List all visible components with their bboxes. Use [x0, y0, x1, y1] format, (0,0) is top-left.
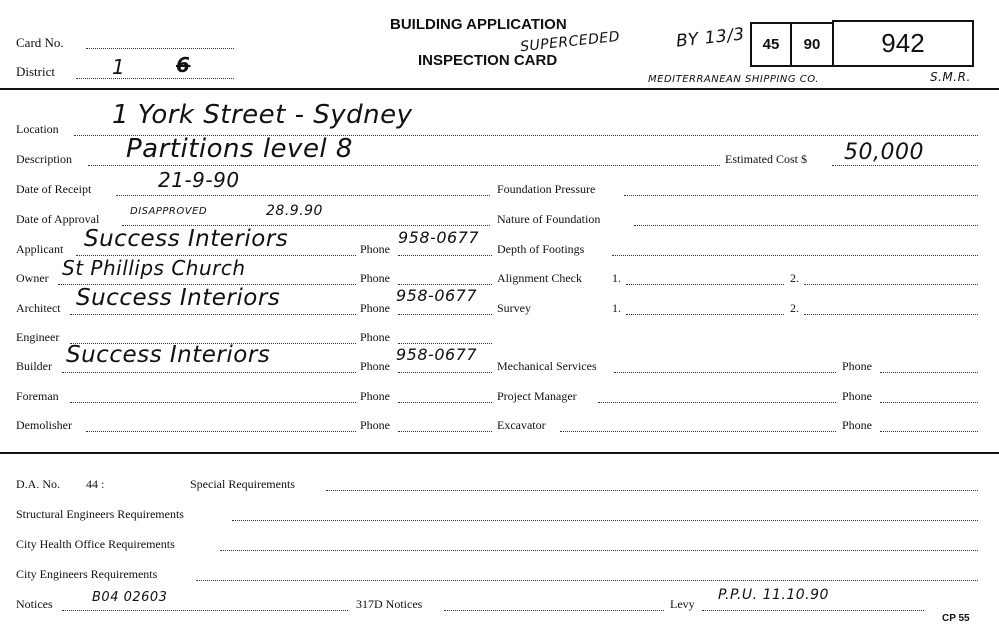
- estimated-cost-field[interactable]: [832, 165, 978, 166]
- architect-phone-value: 958-0677: [396, 286, 478, 305]
- demolisher-phone-field[interactable]: [398, 431, 492, 432]
- description-field[interactable]: [88, 165, 720, 166]
- footer-rule: [0, 452, 999, 454]
- applicant-phone-field[interactable]: [398, 255, 492, 256]
- builder-phone-field[interactable]: [398, 372, 492, 373]
- superceded-note: SUPERCEDED: [519, 28, 621, 56]
- date-receipt-field[interactable]: [116, 195, 490, 196]
- project-manager-phone-label: Phone: [842, 389, 872, 403]
- form-code: CP 55: [942, 613, 970, 624]
- structural-field[interactable]: [232, 520, 978, 521]
- engineer-phone-field[interactable]: [398, 343, 492, 344]
- description-label: Description: [16, 152, 72, 166]
- architect-phone-field[interactable]: [398, 314, 492, 315]
- alignment-2-field[interactable]: [804, 284, 978, 285]
- demolisher-label: Demolisher: [16, 418, 72, 432]
- date-approval-value: 28.9.90: [266, 203, 323, 219]
- architect-value: Success Interiors: [76, 285, 281, 311]
- owner-phone-field[interactable]: [398, 284, 492, 285]
- district-struck-value: 6: [176, 53, 191, 77]
- applicant-value: Success Interiors: [84, 226, 289, 252]
- survey-2-label: 2.: [790, 301, 799, 315]
- date-approval-label: Date of Approval: [16, 212, 100, 226]
- special-field[interactable]: [326, 490, 978, 491]
- architect-phone-label: Phone: [360, 301, 390, 315]
- owner-phone-label: Phone: [360, 271, 390, 285]
- foreman-label: Foreman: [16, 389, 59, 403]
- levy-field[interactable]: [702, 610, 924, 611]
- foundation-pressure-field[interactable]: [624, 195, 978, 196]
- estimated-cost-label: Estimated Cost $: [725, 152, 807, 166]
- foundation-pressure-label: Foundation Pressure: [497, 182, 596, 196]
- alignment-label: Alignment Check: [497, 271, 582, 285]
- demolisher-field[interactable]: [86, 431, 356, 432]
- builder-phone-value: 958-0677: [396, 345, 478, 364]
- header-rule: [0, 88, 999, 90]
- excavator-field[interactable]: [560, 431, 836, 432]
- card-box-1: 45: [750, 22, 792, 67]
- mechanical-phone-label: Phone: [842, 359, 872, 373]
- architect-field[interactable]: [70, 314, 356, 315]
- city-eng-field[interactable]: [196, 580, 978, 581]
- project-manager-label: Project Manager: [497, 389, 577, 403]
- notices317-label: 317D Notices: [356, 597, 423, 611]
- da-value: 44 :: [86, 477, 105, 491]
- engineer-label: Engineer: [16, 330, 60, 344]
- district-label: District: [16, 64, 55, 79]
- levy-value: P.P.U. 11.10.90: [718, 587, 829, 603]
- district-value: 1: [112, 55, 126, 79]
- levy-label: Levy: [670, 597, 695, 611]
- survey-1-field[interactable]: [626, 314, 784, 315]
- foreman-phone-field[interactable]: [398, 402, 492, 403]
- applicant-phone-value: 958-0677: [398, 228, 480, 247]
- builder-phone-label: Phone: [360, 359, 390, 373]
- initials-note: S.M.R.: [930, 70, 971, 84]
- date-receipt-label: Date of Receipt: [16, 182, 92, 196]
- da-label: D.A. No.: [16, 477, 60, 491]
- mechanical-label: Mechanical Services: [497, 359, 597, 373]
- health-field[interactable]: [220, 550, 978, 551]
- owner-label: Owner: [16, 271, 49, 285]
- notices317-field[interactable]: [444, 610, 664, 611]
- card-no-field[interactable]: [86, 48, 234, 49]
- owner-value: St Phillips Church: [62, 256, 246, 280]
- builder-label: Builder: [16, 359, 52, 373]
- survey-1-label: 1.: [612, 301, 621, 315]
- project-manager-phone-field[interactable]: [880, 402, 978, 403]
- survey-label: Survey: [497, 301, 531, 315]
- description-value: Partitions level 8: [126, 134, 353, 164]
- excavator-phone-label: Phone: [842, 418, 872, 432]
- card-box-2: 90: [790, 22, 834, 67]
- applicant-label: Applicant: [16, 242, 64, 256]
- excavator-label: Excavator: [497, 418, 546, 432]
- location-label: Location: [16, 122, 59, 136]
- card-number-box: 942: [832, 20, 974, 67]
- builder-field[interactable]: [62, 372, 356, 373]
- notices-label: Notices: [16, 597, 53, 611]
- survey-2-field[interactable]: [804, 314, 978, 315]
- location-value: 1 York Street - Sydney: [112, 100, 413, 130]
- city-eng-label: City Engineers Requirements: [16, 567, 158, 581]
- applicant-phone-label: Phone: [360, 242, 390, 256]
- estimated-cost-value: 50,000: [844, 140, 924, 165]
- mechanical-field[interactable]: [614, 372, 836, 373]
- alignment-1-field[interactable]: [626, 284, 784, 285]
- date-receipt-value: 21-9-90: [158, 168, 240, 192]
- special-label: Special Requirements: [190, 477, 295, 491]
- mechanical-phone-field[interactable]: [880, 372, 978, 373]
- foreman-field[interactable]: [70, 402, 356, 403]
- nature-foundation-field[interactable]: [634, 225, 978, 226]
- superceded-by-note: BY 13/3: [675, 24, 746, 52]
- card-no-label: Card No.: [16, 35, 64, 50]
- notices-value: B04 02603: [92, 590, 168, 605]
- builder-value: Success Interiors: [66, 342, 271, 368]
- alignment-1-label: 1.: [612, 271, 621, 285]
- health-label: City Health Office Requirements: [16, 537, 175, 551]
- foreman-phone-label: Phone: [360, 389, 390, 403]
- notices-field[interactable]: [62, 610, 348, 611]
- project-manager-field[interactable]: [598, 402, 836, 403]
- engineer-phone-label: Phone: [360, 330, 390, 344]
- architect-label: Architect: [16, 301, 61, 315]
- depth-footings-field[interactable]: [612, 255, 978, 256]
- date-approval-status: DISAPPROVED: [130, 206, 208, 217]
- nature-foundation-label: Nature of Foundation: [497, 212, 601, 226]
- structural-label: Structural Engineers Requirements: [16, 507, 184, 521]
- alignment-2-label: 2.: [790, 271, 799, 285]
- depth-footings-label: Depth of Footings: [497, 242, 585, 256]
- company-note: MEDITERRANEAN SHIPPING CO.: [648, 74, 819, 85]
- district-field[interactable]: [76, 78, 234, 79]
- excavator-phone-field[interactable]: [880, 431, 978, 432]
- form-title-line2: INSPECTION CARD: [418, 52, 558, 69]
- demolisher-phone-label: Phone: [360, 418, 390, 432]
- form-title-line1: BUILDING APPLICATION: [390, 16, 567, 33]
